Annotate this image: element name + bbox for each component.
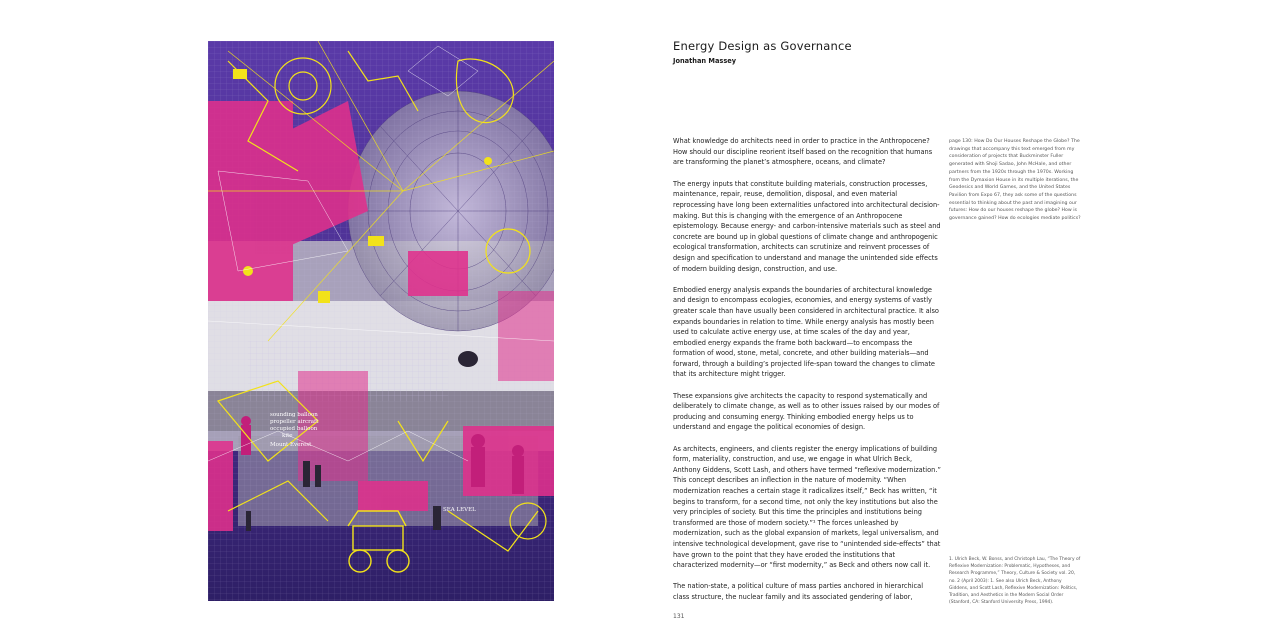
body-paragraph: What knowledge do architects need in order to practice in the Anthropocene? How should our discipline reorient itself based on the recognition that humans are transforming the planet’s atmosphere, oceans, and climate? (673, 137, 933, 167)
margin-note: page 130: How Do Our Houses Reshape the Globe? The drawings that accompany this text emerged from my consideration of projects that Buckminster Fuller generated with Shoji Sadao, John McHale, and other partners from the 1920s through the 1970s. Working from the Dymaxion House in its multiple iterations, the Geodesics and World Games, and the United States Pavilion from Expo 67, they ask some of the questions essential to thinking about the past and imagining our futures: How do our houses reshape the globe? How is governance gained? How do ecologies mediate politics? (949, 139, 1081, 222)
body-paragraph: The energy inputs that constitute building materials, construction processes, maintenance, repair, reuse, demolition, disposal, and even material reprocessing have long been externalities unfactored into architectural decision-making. But this is changing with the emergence of an Anthropocene epistemology. Because energy- and carbon-intensive materials such as steel and concrete are bound up in global questions of climate change and anthropogenic ecological transformation, architects can scrutinize and reinvent processes of design and specification to understand and manage the unintended side effects of modern building design, construction, and use. (673, 179, 941, 273)
collage-label: Mount Everest (270, 442, 312, 448)
collage-label: sounding balloon (270, 412, 318, 418)
footnote: 1. Ulrich Beck, W. Bonss, and Christoph Lau, “The Theory of Reflexive Modernization: Problematic, Hypotheses, and Research Programme,” Theory, Culture & Society vol. 20, no. 2 (April 2003): 1. See also Ulrich Beck, Anthony Giddens, and Scott Lash, Reflexive Modernization: Politics, Tradition, and Aesthetics in the Modern Social Order (Stanford, CA: Stanford University Press, 1994). (949, 557, 1081, 606)
body-paragraph: As architects, engineers, and clients register the energy implications of building form, materiality, construction, and use, we engage in what Ulrich Beck, Anthony Giddens, Scott Lash, and others have termed “reflexive modernization.” This concept describes an inflection in the nature of modernity. “When modernization reaches a certain stage it radicalizes itself,” Beck has written, “it begins to transform, for a second time, not only the key institutions but also the very principles of society. But this time the principles and institutions being transformed are those of modern society.”¹ The forces unleashed by modernization, such as the global expansion of markets, legal universalism, and intensive technological development, gave rise to “unintended side-effects” that have grown to the point that they have eroded the institutions that characterized modernity—or “first modernity,” as Beck and others now call it. (673, 444, 941, 570)
collage-label: SEA LEVEL (443, 507, 476, 513)
body-paragraph: These expansions give architects the capacity to respond systematically and deliberately to climate change, as well as to other issues raised by our modes of producing and consuming energy. Thinking embodied energy helps us to understand and engage the political economies of design. (673, 391, 940, 432)
body-paragraph: The nation-state, a political culture of mass parties anchored in hierarchical class structure, the nuclear family and its associated gendering of labor, (673, 582, 924, 601)
collage-label: kite (282, 433, 293, 439)
article-title: Energy Design as Governance (673, 39, 852, 53)
collage-label: occupied balloon (270, 426, 318, 432)
collage-illustration (208, 41, 554, 601)
body-paragraph: Embodied energy analysis expands the boundaries of architectural knowledge and design to encompass ecologies, economies, and energy systems of vastly greater scale than have usually been considered in architectural practice. It also expands boundaries in relation to time. While energy analysis has mostly been used to calculate active energy use, at time scales of the day and year, embodied energy expands the frame both backward—to encompass the formation of wood, stone, metal, concrete, and other building materials—and forward, through a building’s projected life-span toward the changes to climate that its architecture might trigger. (673, 285, 939, 379)
article-author: Jonathan Massey (673, 57, 737, 65)
page-number: 131 (673, 613, 685, 620)
article-body (673, 136, 941, 613)
collage-label: propeller aircraft (270, 419, 319, 425)
